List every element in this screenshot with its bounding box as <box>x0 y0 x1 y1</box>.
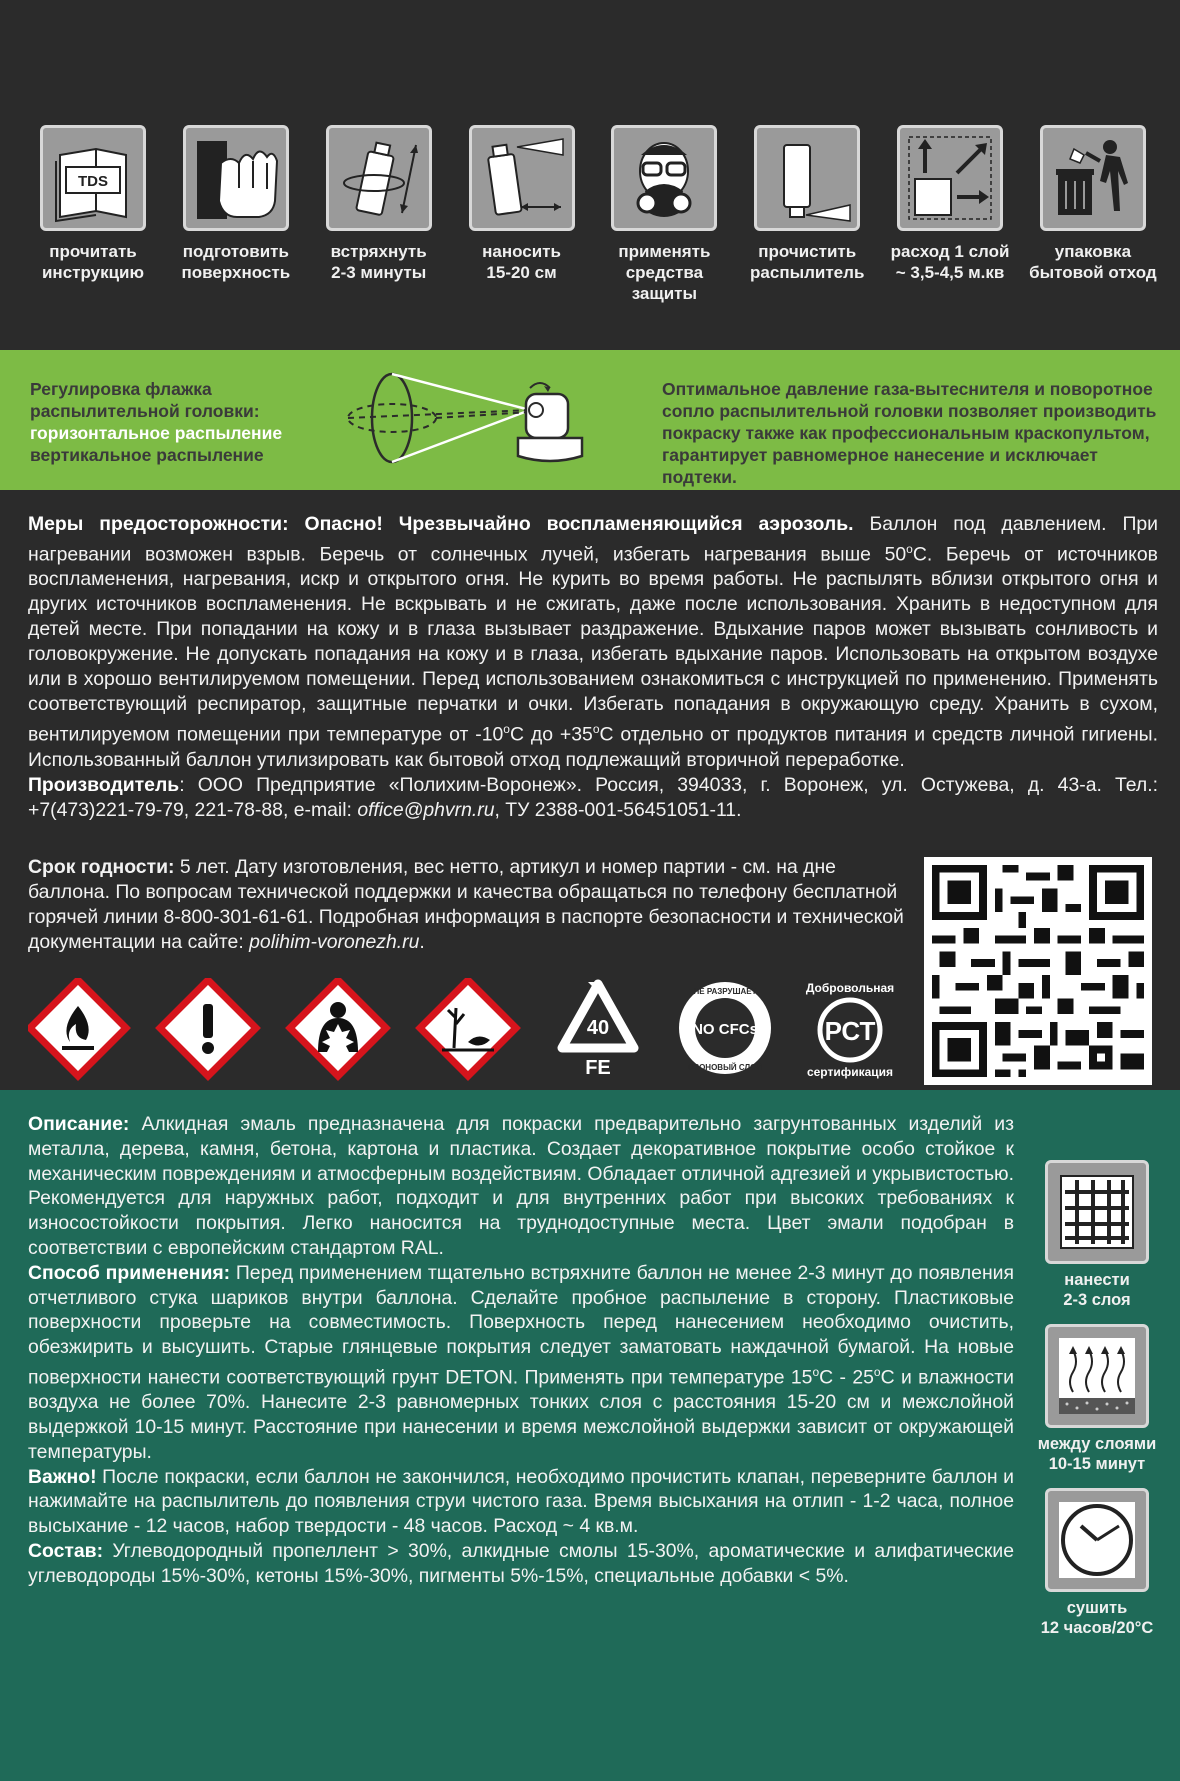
usage-caption: применять средства защиты <box>618 242 711 303</box>
usage-item-clean-nozzle <box>742 125 872 304</box>
usage-caption: встряхнуть 2-3 минуты <box>330 242 427 282</box>
nozzle-vertical-line: вертикальное распыление <box>30 445 264 465</box>
drying-layers-icon <box>1045 1324 1149 1428</box>
composition-label: Состав: <box>28 1540 104 1563</box>
recycle-icon <box>562 982 634 1079</box>
manufacturer-label: Производитель <box>28 773 180 796</box>
clock-icon <box>1045 1488 1149 1592</box>
trash-bin-icon <box>1040 125 1146 231</box>
health-hazard-icon <box>290 980 386 1076</box>
recycle-code: FE <box>585 1057 611 1079</box>
usage-caption: наносить 15-20 см <box>482 242 561 282</box>
usage-item-coverage <box>885 125 1015 304</box>
usage-caption: прочитать инструкцию <box>41 242 145 282</box>
usage-caption: прочистить распылитель <box>750 242 865 282</box>
usage-caption: подготовить поверхность <box>181 242 291 282</box>
environment-hazard-icon <box>420 980 516 1076</box>
side-caption: нанести 2-3 слоя <box>1063 1271 1131 1309</box>
nozzle-line: распылительной головки: <box>30 401 260 421</box>
safety-heading: Меры предосторожности: Опасно! Чрезвычайно воспламеняющийся аэрозоль. <box>28 513 854 535</box>
usage-item-read-instructions <box>28 125 158 304</box>
pct-bottom: сертификация <box>806 1065 894 1079</box>
recycle-number: 40 <box>586 1017 610 1039</box>
shelf-life-text: Срок годности: 5 лет. Дату изготовления, вес нетто, артикул и номер партии - см. на дне баллона. По вопросам технической поддержки и качества обращаться по телефону бесплатной горячей линии 8-800-301-61-61. Подробная информация в паспорте безопасности и технической документации на сайте: polihim-voronezh.ru. <box>28 856 904 953</box>
safety-band <box>0 490 1180 1090</box>
side-item-interval <box>1032 1324 1162 1474</box>
instruction-booklet-icon <box>40 125 146 231</box>
side-caption: между слоями 10-15 минут <box>1037 1435 1157 1473</box>
qr-code[interactable] <box>924 857 1152 1085</box>
side-item-layers <box>1032 1160 1162 1310</box>
coverage-area-icon <box>897 125 1003 231</box>
spray-distance-icon <box>469 125 575 231</box>
no-cfcs-icon <box>679 982 771 1074</box>
no-cfcs-label: NO CFCs <box>692 1021 758 1038</box>
pct-mark: РСТ <box>824 1016 876 1046</box>
shake-can-icon <box>326 125 432 231</box>
usage-item-disposal <box>1028 125 1158 304</box>
no-cfcs-bottom: ОЗОНОВЫЙ СЛОЙ <box>687 1063 763 1072</box>
no-cfcs-top: НЕ РАЗРУШАЕТ <box>693 987 757 996</box>
nozzle-horizontal-line: горизонтальное распыление <box>30 423 283 443</box>
hazard-pictograms <box>28 978 908 1083</box>
layers-grid-icon <box>1045 1160 1149 1264</box>
important-label: Важно! <box>28 1465 97 1488</box>
nozzle-adjust-text <box>30 378 320 466</box>
usage-item-shake <box>314 125 444 304</box>
usage-icons-band <box>0 0 1180 350</box>
nozzle-line: Регулировка флажка <box>30 379 212 399</box>
safety-precautions: Меры предосторожности: Опасно! Чрезвычайно воспламеняющийся аэрозоль. Баллон под давлением. При нагревании возможен взрыв. Беречь от солнечных лучей, избегать нагревания выше 50$^o$С. Беречь от источников воспламенения, нагревания, искр и открытого огня. Не курить во время работы. Не распылять вблизи открытого огня и других источников воспламенения. Не вскрывать и не сжигать, даже после использования. Хранить в недоступном для детей месте. При попадании на кожу и в глаза вызывает раздражение. Вдыхание паров может вызывать сонливость и головокружение. Не допускать попадания на кожу и в глаза, избегать вдыхание паров. Использовать на открытом воздухе или в хорошо вентилируемом помещении. Перед использованием ознакомиться с инструкцией по применению. Применять соответствующий респиратор, защитные перчатки и очки. Избегать попадания в окружающую среду. Хранить в сухом, вентилируемом помещении при температуре от -10$^o$С до $+35^oС$ отдельно от продуктов питания и средств личной гигиены. Использованный баллон утилизировать как бытовой отход подлежащий вторичной переработке. Производитель: ООО Предприятие «Полихим-Воронеж». Россия, 394033, г. Воронеж, ул. Остужева, д. 43-а. Тел.: +7(473)221-79-79, 221-78-88, e-mail: office@phvrn.ru, ТУ 2388-001-56451051-11. <box>28 513 1158 821</box>
clean-nozzle-icon <box>754 125 860 231</box>
pct-certification-icon <box>806 981 894 1079</box>
side-caption: сушить 12 часов/20°С <box>1040 1599 1154 1637</box>
hand-surface-icon <box>183 125 289 231</box>
flammable-hazard-icon <box>30 980 126 1076</box>
pct-top: Добровольная <box>805 981 895 995</box>
manufacturer-email[interactable]: office@phvrn.ru <box>357 798 495 821</box>
usage-item-protection <box>599 125 729 304</box>
website-link[interactable]: polihim-voronezh.ru <box>249 931 420 953</box>
tds-badge: TDS <box>78 173 108 190</box>
exclamation-hazard-icon <box>160 980 256 1076</box>
protective-mask-icon <box>611 125 717 231</box>
description-label: Описание: <box>28 1113 130 1135</box>
spray-nozzle-icon <box>330 368 630 478</box>
usage-item-prepare-surface <box>171 125 301 304</box>
shelf-life-label: Срок годности: <box>28 856 175 878</box>
usage-icons-row <box>28 125 1158 304</box>
nozzle-pressure-text: Оптимальное давление газа-вытеснителя и поворотное сопло распылительной головки позволяет производить покраску также как профессиональным краскопультом, гарантирует равномерное нанесение и исключает подтеки. <box>662 379 1157 487</box>
side-item-dry <box>1032 1488 1162 1638</box>
method-label: Способ применения: <box>28 1261 231 1284</box>
nozzle-info-band <box>0 350 1180 490</box>
product-description: Описание: Алкидная эмаль предназначена для покраски предварительно загрунтованных изделий из металла, дерева, камня, бетона, картона и пластика. Создает декоративное покрытие особо стойкое к механическим повреждениям и атмосферным воздействиям. Обладает отличной адгезией и укрывистостью. Рекомендуется для наружных работ, подходит и для внутренних работ при высоких требованиях к износостойкости покрытия. Легко наносится на труднодоступные места. Цвет эмали подобран в соответствии с европейским стандартом RAL. Способ применения: Перед применением тщательно встряхните баллон не менее 2-3 минут до появления отчетливого стука шариков внутри баллона. Сделайте пробное распыление в сторону. Пластиковые поверхности проверьте на совместимость. Поверхность перед нанесением необходимо очистить, обезжирить и высушить. Старые глянцевые покрытия следует заматовать наждачной бумагой. На новые поверхности нанести соответствующий грунт DETON. Применять при температуре 15$^o$С - 25$^o$С и влажности воздуха не более 70%. Нанесите 2-3 равномерных тонких слоя с расстояния 15-20 см и межслойной выдержкой 10-15 минут. Расстояние при нанесении и время межслойной выдержки зависит от окружающей температуры. Важно! После покраски, если баллон не закончился, необходимо прочистить клапан, переверните баллон и нажимайте на распылитель до появления струи чистого газа. Время высыхания на отлип - 1-2 часа, полное высыхание - 12 часов, набор твердости - 48 часов. Расход ~ 4 кв.м. Состав: Углеводородный пропеллент > 30%, алкидные смолы 15-30%, ароматические и алифатические углеводороды 15%-30%, кетоны 15%-30%, пигменты 5%-15%, специальные добавки < 5%. <box>28 1113 1014 1587</box>
drying-icons <box>1032 1160 1162 1652</box>
usage-caption: расход 1 слой ~ 3,5-4,5 м.кв <box>890 242 1010 282</box>
description-band <box>0 1090 1180 1781</box>
usage-caption: упаковка бытовой отход <box>1029 242 1157 282</box>
usage-item-distance <box>457 125 587 304</box>
